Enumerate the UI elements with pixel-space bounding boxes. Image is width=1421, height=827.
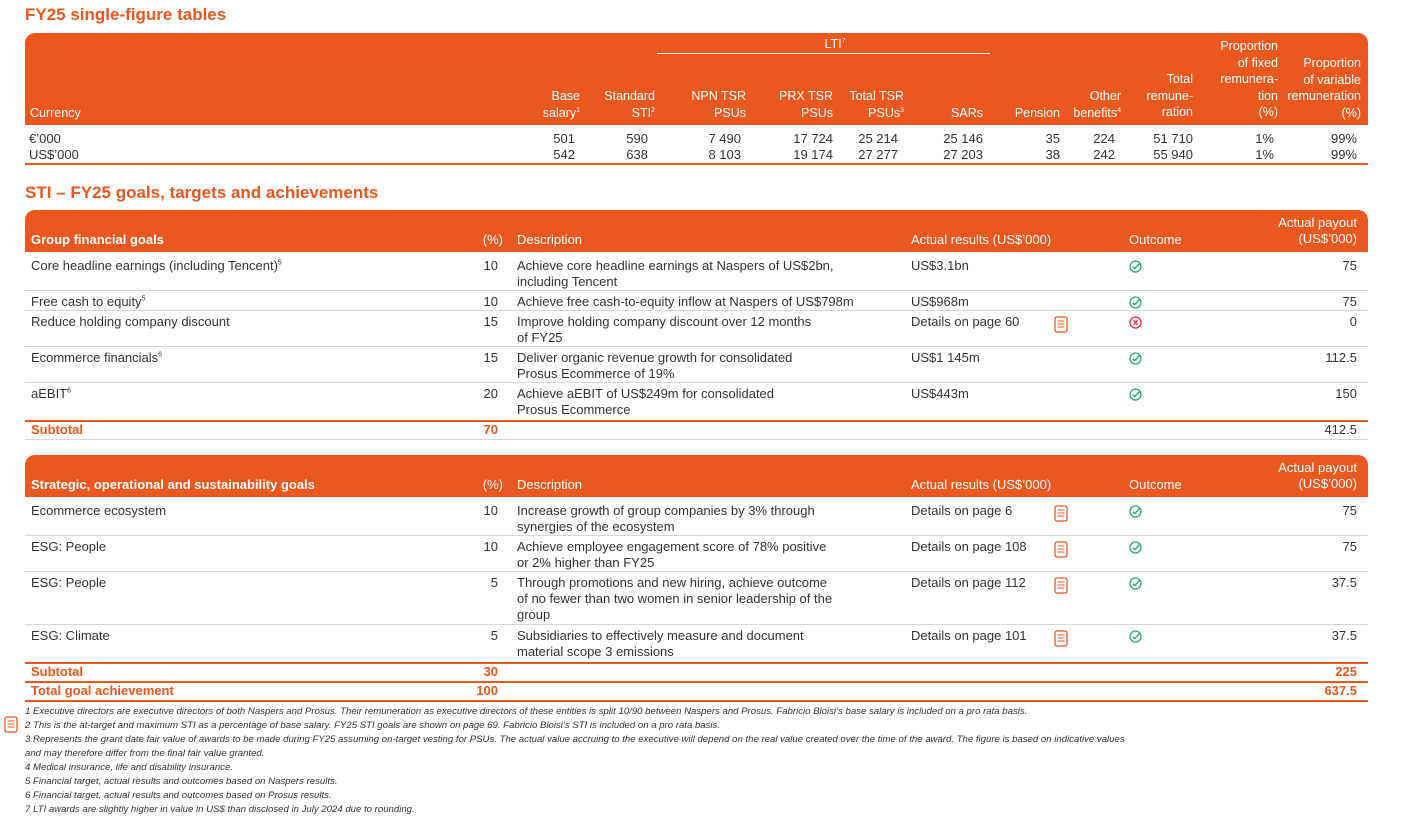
check-circle-icon bbox=[1129, 577, 1142, 590]
row-divider bbox=[25, 624, 1368, 625]
footnote: 1 Executive directors are executive directors of both Naspers and Prosus. Their remuneration as executive directors of these entities is split 10/90 between Naspers and Prosus. Fabricio Bloisi’s base salary is included on a pro rata basis. bbox=[25, 706, 1028, 717]
row-divider bbox=[25, 535, 1368, 536]
lti-group-underline bbox=[657, 53, 990, 54]
subtotal-rule bbox=[25, 420, 1368, 422]
check-circle-icon bbox=[1129, 388, 1142, 401]
col-proportion-fixed: Proportion of fixed remunera- tion (%) bbox=[1220, 39, 1278, 119]
col-currency: Currency bbox=[30, 106, 81, 120]
footnote: 7 LTI awards are slightly higher in value in US$ than disclosed in July 2024 due to rounding. bbox=[25, 804, 415, 815]
check-circle-icon bbox=[1129, 352, 1142, 365]
col-standard-sti: Standard STI$^2$ bbox=[604, 89, 655, 120]
col-prx-tsr-psus: PRX TSR PSUs bbox=[779, 89, 833, 120]
col-actual-payout: Actual payout (US$’000) bbox=[1278, 460, 1357, 491]
col-proportion-variable: Proportion of variable remuneration (%) bbox=[1287, 56, 1361, 120]
col-other-benefits: Other benefits$^4$ bbox=[1073, 89, 1121, 120]
check-circle-icon bbox=[1129, 296, 1142, 309]
row-divider bbox=[25, 439, 1368, 440]
footnote: 2 This is the at-target and maximum STI as a percentage of base salary. FY25 STI goals are shown on page 69. Fabricio Bloisi’s STI is included on a pro rata basis. bbox=[25, 720, 721, 731]
cross-circle-icon bbox=[1129, 316, 1142, 329]
col-actual-results: Actual results (US$’000) bbox=[911, 232, 1052, 247]
col-actual-payout: Actual payout (US$’000) bbox=[1278, 215, 1357, 246]
document-link-icon[interactable] bbox=[1054, 630, 1068, 647]
footnote: 4 Medical insurance, life and disability insurance. bbox=[25, 762, 233, 773]
total-rule bbox=[25, 681, 1368, 683]
col-outcome: Outcome bbox=[1129, 477, 1182, 492]
footnote: 3 Represents the grant date fair value of awards to be made during FY25 assuming on-target vesting for PSUs. The actual value accruing to the executive will depend on the real value created over the time of the award. The figure is based on indicative values bbox=[25, 734, 1125, 745]
subtotal-rule bbox=[25, 662, 1368, 664]
row-divider bbox=[25, 571, 1368, 572]
col-description: Description bbox=[517, 477, 583, 492]
col-actual-results: Actual results (US$’000) bbox=[911, 477, 1052, 492]
col-npn-tsr-psus: NPN TSR PSUs bbox=[691, 89, 746, 120]
row-divider bbox=[25, 346, 1368, 347]
col-pct: (%) bbox=[482, 477, 503, 492]
section-title-single-figure: FY25 single-figure tables bbox=[25, 5, 227, 24]
col-sars: SARs bbox=[951, 106, 983, 120]
document-link-icon[interactable] bbox=[1054, 316, 1068, 333]
document-link-icon[interactable] bbox=[1054, 577, 1068, 594]
col-total-tsr-psus: Total TSR PSUs$^3$ bbox=[849, 89, 904, 120]
page: FY25 single-figure tables LTI$^7$ Currency Base salary$^1$ Standard STI$^2$ NPN TSR PSUs PRX TSR PSUs Total TSR PSUs$^3$ SARs Pension Other benefits$^4$ Total remune- ration Proportion of fixed remunera- tion (%) Proportion of variable remuneration (%) €’000 501 590 7 490 17 724 25 214 25 146 35 224 51 710 1% 99% US$’000 542 638 8 103 19 174 27 277 27 203 38 242 55 940 1% 99% STI – FY25 goals, targets and achievements Group financial goals (%) Description Actual results (US$’000) Outcome Actual payout (US$’000) Core headline earnings (including Tencent)$^5$ 10 Achieve core headline earnings at Naspers of US$2bn, including Tencent US$3.1bn 75 Free cash to equity$^5$ 10 Achieve free cash-to-equity inflow at Naspers of US$798m US$968m 75 Reduce holding company discount 15 Improve holding company discount over 12 months of FY25 Details on page 60 0 Ecommerce financials$^6$ 15 Deliver organic revenue growth for consolidated Prosus Ecommerce of 19% US$1 145m 112.5 aEBIT$^6$ 20 Achieve aEBIT of US$249m for consolidated Prosus Ecommerce US$443m 150 Subtotal 70 412.5 Strategic, operational and sustainability goals (%) Description Actual results (US$’000) Outcome Actual payout (US$’000) Ecommerce ecosystem 10 Increase growth of group companies by 3% through synergies of the ecosystem Details on page 6 75 ESG: People 10 Achieve employee engagement score of 78% positive or 2% higher than FY25 Details on page 108 75 ESG: People 5 Through promotions and new hiring, achieve outcome of no fewer than two women in senior leadership of the group Details on page 112 37.5 ESG: Climate 5 Subsidiaries to effectively measure and document material scope 3 emissions Details on page 101 37.5 Subtotal 30 225 Total goal achievement 100 637.5 1 Executive directors are executive directors of both Naspers and Prosus. Their remuneration as executive directors of these entities is split 10/90 between Naspers and Prosus. Fabricio Bloisi’s base salary is included on a pro rata basis. 2 This is the at-target and maximum STI as a percentage of base salary. FY25 STI goals are shown on page 69. Fabricio Bloisi’s STI is included on a pro rata basis. 3 Represents the grant date fair value of awards to be made during FY25 assuming on-target vesting for PSUs. The actual value accruing to the executive will depend on the real value created over the time of the award. The figure is based on indicative values and may therefore differ from the final fair value granted. 4 Medical insurance, life and disability insurance. 5 Financial target, actual results and outcomes based on Naspers results. 6 Financial target, actual results and outcomes based on Prosus results. 7 LTI awards are slightly higher in value in US$ than disclosed in July 2024 due to rounding. bbox=[0, 0, 1421, 827]
section-title-sti: STI – FY25 goals, targets and achievements bbox=[25, 183, 379, 202]
footnote: 6 Financial target, actual results and outcomes based on Prosus results. bbox=[25, 790, 332, 801]
col-total-remuneration: Total remune- ration bbox=[1146, 72, 1193, 119]
row-divider bbox=[25, 310, 1368, 311]
col-pct: (%) bbox=[482, 232, 503, 247]
row-divider bbox=[25, 290, 1368, 291]
check-circle-icon bbox=[1129, 260, 1142, 273]
col-base-salary: Base salary$^1$ bbox=[542, 89, 580, 120]
row-divider bbox=[25, 382, 1368, 383]
col-outcome: Outcome bbox=[1129, 232, 1182, 247]
check-circle-icon bbox=[1129, 541, 1142, 554]
document-link-icon[interactable] bbox=[4, 716, 18, 733]
col-description: Description bbox=[517, 232, 583, 247]
lti-group-label: LTI$^7$ bbox=[824, 37, 846, 51]
document-link-icon[interactable] bbox=[1054, 541, 1068, 558]
table-bottom-rule bbox=[25, 163, 1368, 165]
footnote: 5 Financial target, actual results and outcomes based on Naspers results. bbox=[25, 776, 338, 787]
document-link-icon[interactable] bbox=[1054, 505, 1068, 522]
strategic-goals-title: Strategic, operational and sustainability goals bbox=[31, 477, 315, 492]
financial-goals-title: Group financial goals bbox=[31, 232, 164, 247]
check-circle-icon bbox=[1129, 505, 1142, 518]
col-pension: Pension bbox=[1014, 106, 1060, 120]
table-bottom-rule bbox=[25, 700, 1368, 702]
check-circle-icon bbox=[1129, 630, 1142, 643]
footnote: and may therefore differ from the final fair value granted. bbox=[25, 748, 265, 759]
